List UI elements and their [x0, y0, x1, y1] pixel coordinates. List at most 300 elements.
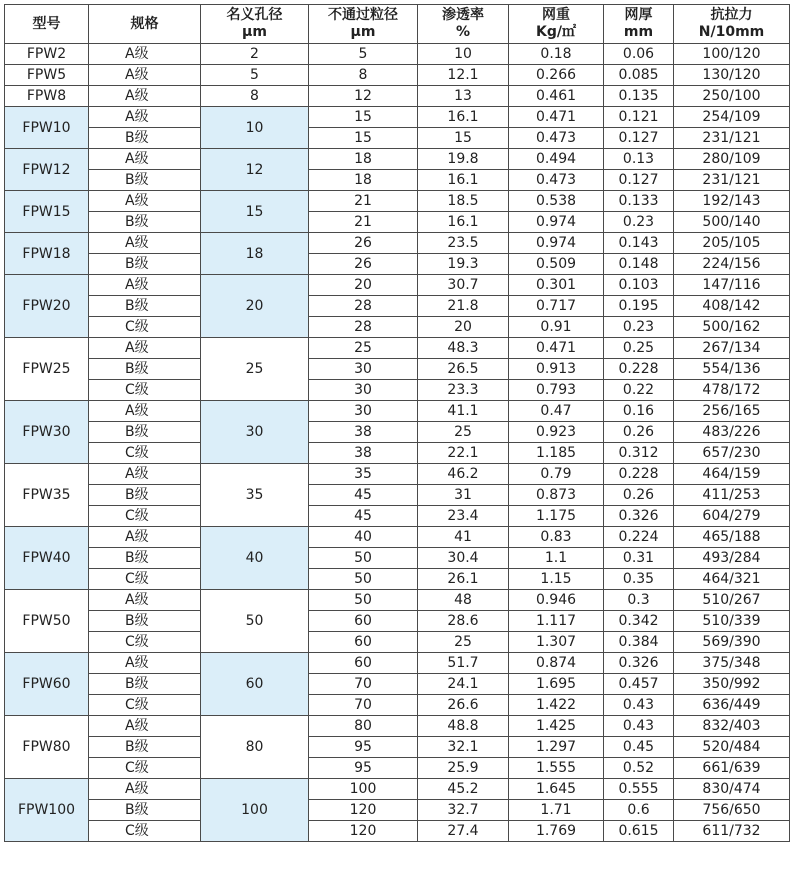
- cell-grade: C级: [89, 758, 201, 779]
- cell-blocked-particle: 20: [309, 275, 418, 296]
- table-row: [5, 569, 790, 590]
- cell-tensile: 478/172: [674, 380, 790, 401]
- table-row: [5, 149, 790, 170]
- cell-mesh-weight: 1.645: [509, 779, 604, 800]
- cell-mesh-thickness: 0.52: [604, 758, 674, 779]
- cell-tensile: 350/992: [674, 674, 790, 695]
- cell-model: FPW20: [5, 275, 89, 338]
- cell-blocked-particle: 50: [309, 548, 418, 569]
- cell-permeability: 26.5: [418, 359, 509, 380]
- cell-mesh-thickness: 0.43: [604, 716, 674, 737]
- cell-nominal-pore: 25: [201, 338, 309, 401]
- cell-grade: C级: [89, 695, 201, 716]
- cell-mesh-thickness: 0.195: [604, 296, 674, 317]
- cell-model: FPW80: [5, 716, 89, 779]
- table-row: [5, 590, 790, 611]
- cell-tensile: 375/348: [674, 653, 790, 674]
- header-model: 型号: [5, 5, 89, 44]
- cell-blocked-particle: 26: [309, 254, 418, 275]
- cell-mesh-weight: 0.717: [509, 296, 604, 317]
- cell-tensile: 256/165: [674, 401, 790, 422]
- cell-nominal-pore: 20: [201, 275, 309, 338]
- cell-permeability: 23.3: [418, 380, 509, 401]
- cell-model: FPW15: [5, 191, 89, 233]
- cell-mesh-thickness: 0.06: [604, 44, 674, 65]
- cell-blocked-particle: 95: [309, 737, 418, 758]
- cell-nominal-pore: 12: [201, 149, 309, 191]
- table-body: [5, 44, 790, 842]
- cell-permeability: 25: [418, 422, 509, 443]
- cell-permeability: 48.3: [418, 338, 509, 359]
- cell-nominal-pore: 2: [201, 44, 309, 65]
- cell-blocked-particle: 50: [309, 590, 418, 611]
- cell-mesh-weight: 0.266: [509, 65, 604, 86]
- cell-mesh-weight: 0.793: [509, 380, 604, 401]
- cell-model: FPW10: [5, 107, 89, 149]
- cell-blocked-particle: 30: [309, 401, 418, 422]
- cell-nominal-pore: 5: [201, 65, 309, 86]
- cell-permeability: 19.8: [418, 149, 509, 170]
- cell-grade: B级: [89, 422, 201, 443]
- cell-mesh-weight: 1.307: [509, 632, 604, 653]
- cell-grade: A级: [89, 86, 201, 107]
- cell-mesh-thickness: 0.085: [604, 65, 674, 86]
- cell-permeability: 18.5: [418, 191, 509, 212]
- cell-mesh-weight: 0.913: [509, 359, 604, 380]
- cell-permeability: 21.8: [418, 296, 509, 317]
- table-row: [5, 128, 790, 149]
- cell-blocked-particle: 15: [309, 107, 418, 128]
- cell-mesh-weight: 1.425: [509, 716, 604, 737]
- cell-grade: B级: [89, 359, 201, 380]
- cell-nominal-pore: 35: [201, 464, 309, 527]
- cell-blocked-particle: 28: [309, 317, 418, 338]
- cell-nominal-pore: 80: [201, 716, 309, 779]
- cell-mesh-thickness: 0.127: [604, 170, 674, 191]
- cell-mesh-thickness: 0.26: [604, 422, 674, 443]
- cell-grade: A级: [89, 191, 201, 212]
- cell-mesh-weight: 0.18: [509, 44, 604, 65]
- cell-blocked-particle: 28: [309, 296, 418, 317]
- cell-tensile: 411/253: [674, 485, 790, 506]
- cell-blocked-particle: 70: [309, 695, 418, 716]
- cell-blocked-particle: 15: [309, 128, 418, 149]
- cell-tensile: 636/449: [674, 695, 790, 716]
- cell-tensile: 231/121: [674, 128, 790, 149]
- table-row: [5, 338, 790, 359]
- cell-mesh-weight: 0.923: [509, 422, 604, 443]
- cell-grade: A级: [89, 716, 201, 737]
- cell-nominal-pore: 8: [201, 86, 309, 107]
- cell-permeability: 15: [418, 128, 509, 149]
- cell-grade: A级: [89, 149, 201, 170]
- cell-tensile: 250/100: [674, 86, 790, 107]
- cell-mesh-weight: 0.473: [509, 128, 604, 149]
- cell-mesh-weight: 0.974: [509, 212, 604, 233]
- table-row: [5, 695, 790, 716]
- cell-tensile: 520/484: [674, 737, 790, 758]
- cell-mesh-thickness: 0.3: [604, 590, 674, 611]
- cell-mesh-thickness: 0.13: [604, 149, 674, 170]
- cell-grade: A级: [89, 779, 201, 800]
- cell-blocked-particle: 80: [309, 716, 418, 737]
- table-row: [5, 254, 790, 275]
- cell-grade: A级: [89, 275, 201, 296]
- header-nominal-pore: 名义孔径 µm: [201, 5, 309, 44]
- table-row: [5, 422, 790, 443]
- cell-blocked-particle: 100: [309, 779, 418, 800]
- table-row: [5, 737, 790, 758]
- cell-blocked-particle: 50: [309, 569, 418, 590]
- cell-blocked-particle: 8: [309, 65, 418, 86]
- table-row: [5, 548, 790, 569]
- table-header: [5, 5, 790, 44]
- cell-nominal-pore: 100: [201, 779, 309, 842]
- cell-mesh-thickness: 0.23: [604, 212, 674, 233]
- table-row: [5, 758, 790, 779]
- table-row: [5, 674, 790, 695]
- cell-grade: B级: [89, 212, 201, 233]
- cell-mesh-weight: 1.175: [509, 506, 604, 527]
- table-row: [5, 611, 790, 632]
- cell-tensile: 657/230: [674, 443, 790, 464]
- cell-grade: A级: [89, 527, 201, 548]
- cell-mesh-thickness: 0.326: [604, 506, 674, 527]
- cell-permeability: 30.4: [418, 548, 509, 569]
- cell-grade: C级: [89, 443, 201, 464]
- table-row: [5, 632, 790, 653]
- cell-nominal-pore: 30: [201, 401, 309, 464]
- cell-blocked-particle: 95: [309, 758, 418, 779]
- cell-grade: C级: [89, 569, 201, 590]
- cell-mesh-weight: 0.494: [509, 149, 604, 170]
- cell-mesh-thickness: 0.224: [604, 527, 674, 548]
- cell-mesh-thickness: 0.384: [604, 632, 674, 653]
- cell-blocked-particle: 60: [309, 611, 418, 632]
- cell-model: FPW2: [5, 44, 89, 65]
- table-row: [5, 380, 790, 401]
- cell-tensile: 267/134: [674, 338, 790, 359]
- cell-model: FPW30: [5, 401, 89, 464]
- cell-blocked-particle: 120: [309, 821, 418, 842]
- cell-permeability: 23.5: [418, 233, 509, 254]
- cell-mesh-thickness: 0.312: [604, 443, 674, 464]
- cell-mesh-thickness: 0.16: [604, 401, 674, 422]
- cell-grade: A级: [89, 653, 201, 674]
- cell-mesh-thickness: 0.127: [604, 128, 674, 149]
- cell-blocked-particle: 60: [309, 653, 418, 674]
- cell-nominal-pore: 18: [201, 233, 309, 275]
- cell-permeability: 22.1: [418, 443, 509, 464]
- cell-blocked-particle: 45: [309, 506, 418, 527]
- cell-blocked-particle: 38: [309, 422, 418, 443]
- cell-grade: A级: [89, 338, 201, 359]
- cell-grade: B级: [89, 296, 201, 317]
- header-blocked-particle: 不通过粒径 µm: [309, 5, 418, 44]
- table-row: [5, 779, 790, 800]
- cell-mesh-thickness: 0.228: [604, 464, 674, 485]
- table-row: [5, 86, 790, 107]
- cell-permeability: 12.1: [418, 65, 509, 86]
- cell-blocked-particle: 26: [309, 233, 418, 254]
- cell-tensile: 510/267: [674, 590, 790, 611]
- table-row: [5, 800, 790, 821]
- cell-mesh-thickness: 0.555: [604, 779, 674, 800]
- table-row: [5, 359, 790, 380]
- cell-permeability: 23.4: [418, 506, 509, 527]
- cell-permeability: 16.1: [418, 170, 509, 191]
- cell-grade: B级: [89, 485, 201, 506]
- cell-mesh-thickness: 0.45: [604, 737, 674, 758]
- cell-blocked-particle: 18: [309, 170, 418, 191]
- table-row: [5, 443, 790, 464]
- cell-permeability: 26.6: [418, 695, 509, 716]
- cell-nominal-pore: 10: [201, 107, 309, 149]
- cell-blocked-particle: 30: [309, 380, 418, 401]
- cell-model: FPW18: [5, 233, 89, 275]
- table-row: [5, 107, 790, 128]
- table-row: [5, 464, 790, 485]
- cell-blocked-particle: 120: [309, 800, 418, 821]
- cell-tensile: 254/109: [674, 107, 790, 128]
- cell-mesh-thickness: 0.457: [604, 674, 674, 695]
- table-row: [5, 65, 790, 86]
- cell-tensile: 500/162: [674, 317, 790, 338]
- cell-mesh-thickness: 0.148: [604, 254, 674, 275]
- cell-mesh-weight: 0.974: [509, 233, 604, 254]
- cell-tensile: 100/120: [674, 44, 790, 65]
- cell-mesh-thickness: 0.26: [604, 485, 674, 506]
- cell-permeability: 26.1: [418, 569, 509, 590]
- cell-permeability: 32.1: [418, 737, 509, 758]
- table-row: [5, 233, 790, 254]
- cell-mesh-thickness: 0.133: [604, 191, 674, 212]
- cell-blocked-particle: 45: [309, 485, 418, 506]
- cell-permeability: 31: [418, 485, 509, 506]
- cell-tensile: 130/120: [674, 65, 790, 86]
- cell-tensile: 231/121: [674, 170, 790, 191]
- cell-blocked-particle: 12: [309, 86, 418, 107]
- cell-mesh-weight: 0.473: [509, 170, 604, 191]
- header-tensile: 抗拉力 N/10mm: [674, 5, 790, 44]
- table-row: [5, 716, 790, 737]
- cell-grade: A级: [89, 65, 201, 86]
- cell-permeability: 24.1: [418, 674, 509, 695]
- cell-permeability: 46.2: [418, 464, 509, 485]
- cell-model: FPW40: [5, 527, 89, 590]
- cell-permeability: 16.1: [418, 107, 509, 128]
- cell-permeability: 32.7: [418, 800, 509, 821]
- cell-mesh-thickness: 0.326: [604, 653, 674, 674]
- cell-blocked-particle: 18: [309, 149, 418, 170]
- cell-blocked-particle: 5: [309, 44, 418, 65]
- cell-grade: A级: [89, 401, 201, 422]
- cell-mesh-weight: 1.422: [509, 695, 604, 716]
- cell-tensile: 464/321: [674, 569, 790, 590]
- cell-permeability: 41.1: [418, 401, 509, 422]
- cell-mesh-thickness: 0.23: [604, 317, 674, 338]
- table-row: [5, 275, 790, 296]
- cell-permeability: 27.4: [418, 821, 509, 842]
- cell-mesh-thickness: 0.143: [604, 233, 674, 254]
- cell-mesh-weight: 1.1: [509, 548, 604, 569]
- cell-mesh-weight: 0.91: [509, 317, 604, 338]
- cell-grade: C级: [89, 632, 201, 653]
- cell-model: FPW60: [5, 653, 89, 716]
- table-row: [5, 212, 790, 233]
- cell-tensile: 464/159: [674, 464, 790, 485]
- table-row: [5, 485, 790, 506]
- cell-permeability: 28.6: [418, 611, 509, 632]
- cell-tensile: 483/226: [674, 422, 790, 443]
- cell-mesh-weight: 0.83: [509, 527, 604, 548]
- cell-blocked-particle: 21: [309, 191, 418, 212]
- cell-permeability: 41: [418, 527, 509, 548]
- cell-permeability: 48.8: [418, 716, 509, 737]
- cell-mesh-thickness: 0.6: [604, 800, 674, 821]
- cell-model: FPW12: [5, 149, 89, 191]
- cell-model: FPW25: [5, 338, 89, 401]
- cell-mesh-weight: 1.15: [509, 569, 604, 590]
- cell-blocked-particle: 35: [309, 464, 418, 485]
- cell-tensile: 756/650: [674, 800, 790, 821]
- cell-tensile: 147/116: [674, 275, 790, 296]
- cell-permeability: 25: [418, 632, 509, 653]
- cell-mesh-weight: 0.301: [509, 275, 604, 296]
- cell-mesh-thickness: 0.342: [604, 611, 674, 632]
- cell-grade: A级: [89, 44, 201, 65]
- cell-mesh-weight: 1.297: [509, 737, 604, 758]
- cell-permeability: 51.7: [418, 653, 509, 674]
- cell-mesh-weight: 0.471: [509, 107, 604, 128]
- cell-mesh-thickness: 0.103: [604, 275, 674, 296]
- cell-grade: B级: [89, 674, 201, 695]
- cell-tensile: 661/639: [674, 758, 790, 779]
- cell-grade: B级: [89, 548, 201, 569]
- cell-mesh-thickness: 0.615: [604, 821, 674, 842]
- cell-grade: B级: [89, 170, 201, 191]
- cell-grade: B级: [89, 800, 201, 821]
- cell-model: FPW35: [5, 464, 89, 527]
- cell-grade: C级: [89, 506, 201, 527]
- header-grade: 规格: [89, 5, 201, 44]
- cell-mesh-weight: 1.769: [509, 821, 604, 842]
- cell-model: FPW50: [5, 590, 89, 653]
- cell-mesh-weight: 1.555: [509, 758, 604, 779]
- cell-tensile: 280/109: [674, 149, 790, 170]
- cell-permeability: 48: [418, 590, 509, 611]
- header-mesh-thickness: 网厚 mm: [604, 5, 674, 44]
- cell-permeability: 30.7: [418, 275, 509, 296]
- cell-nominal-pore: 50: [201, 590, 309, 653]
- cell-tensile: 408/142: [674, 296, 790, 317]
- table-row: [5, 296, 790, 317]
- cell-model: FPW8: [5, 86, 89, 107]
- cell-mesh-thickness: 0.121: [604, 107, 674, 128]
- cell-mesh-weight: 1.71: [509, 800, 604, 821]
- table-row: [5, 653, 790, 674]
- cell-grade: A级: [89, 107, 201, 128]
- cell-tensile: 554/136: [674, 359, 790, 380]
- spec-table: [4, 4, 790, 842]
- header-permeability: 渗透率 %: [418, 5, 509, 44]
- cell-mesh-weight: 0.47: [509, 401, 604, 422]
- cell-tensile: 192/143: [674, 191, 790, 212]
- cell-tensile: 510/339: [674, 611, 790, 632]
- cell-permeability: 10: [418, 44, 509, 65]
- cell-tensile: 493/284: [674, 548, 790, 569]
- cell-blocked-particle: 40: [309, 527, 418, 548]
- cell-mesh-weight: 0.471: [509, 338, 604, 359]
- cell-grade: C级: [89, 821, 201, 842]
- cell-grade: A级: [89, 590, 201, 611]
- cell-permeability: 19.3: [418, 254, 509, 275]
- cell-mesh-weight: 0.509: [509, 254, 604, 275]
- table-row: [5, 821, 790, 842]
- cell-grade: B级: [89, 737, 201, 758]
- cell-mesh-weight: 0.461: [509, 86, 604, 107]
- cell-tensile: 830/474: [674, 779, 790, 800]
- cell-tensile: 500/140: [674, 212, 790, 233]
- cell-mesh-thickness: 0.35: [604, 569, 674, 590]
- cell-grade: C级: [89, 317, 201, 338]
- table-row: [5, 191, 790, 212]
- cell-mesh-thickness: 0.31: [604, 548, 674, 569]
- cell-tensile: 465/188: [674, 527, 790, 548]
- cell-tensile: 205/105: [674, 233, 790, 254]
- cell-mesh-weight: 0.538: [509, 191, 604, 212]
- cell-permeability: 25.9: [418, 758, 509, 779]
- table-row: [5, 401, 790, 422]
- cell-model: FPW100: [5, 779, 89, 842]
- cell-mesh-thickness: 0.25: [604, 338, 674, 359]
- cell-tensile: 569/390: [674, 632, 790, 653]
- cell-mesh-weight: 0.79: [509, 464, 604, 485]
- cell-tensile: 224/156: [674, 254, 790, 275]
- header-mesh-weight: 网重 Kg/㎡: [509, 5, 604, 44]
- table-row: [5, 527, 790, 548]
- header-row: [5, 5, 790, 44]
- cell-blocked-particle: 25: [309, 338, 418, 359]
- cell-mesh-thickness: 0.43: [604, 695, 674, 716]
- table-row: [5, 44, 790, 65]
- cell-mesh-weight: 1.695: [509, 674, 604, 695]
- cell-blocked-particle: 38: [309, 443, 418, 464]
- cell-mesh-thickness: 0.135: [604, 86, 674, 107]
- cell-grade: B级: [89, 254, 201, 275]
- cell-blocked-particle: 21: [309, 212, 418, 233]
- cell-blocked-particle: 30: [309, 359, 418, 380]
- cell-mesh-thickness: 0.22: [604, 380, 674, 401]
- cell-mesh-weight: 1.117: [509, 611, 604, 632]
- cell-nominal-pore: 40: [201, 527, 309, 590]
- cell-grade: A级: [89, 233, 201, 254]
- table-row: [5, 317, 790, 338]
- cell-grade: B级: [89, 128, 201, 149]
- cell-permeability: 20: [418, 317, 509, 338]
- cell-grade: C级: [89, 380, 201, 401]
- cell-mesh-thickness: 0.228: [604, 359, 674, 380]
- cell-mesh-weight: 0.946: [509, 590, 604, 611]
- cell-mesh-weight: 0.874: [509, 653, 604, 674]
- cell-mesh-weight: 1.185: [509, 443, 604, 464]
- cell-tensile: 604/279: [674, 506, 790, 527]
- cell-tensile: 611/732: [674, 821, 790, 842]
- cell-nominal-pore: 60: [201, 653, 309, 716]
- cell-grade: A级: [89, 464, 201, 485]
- cell-model: FPW5: [5, 65, 89, 86]
- cell-permeability: 16.1: [418, 212, 509, 233]
